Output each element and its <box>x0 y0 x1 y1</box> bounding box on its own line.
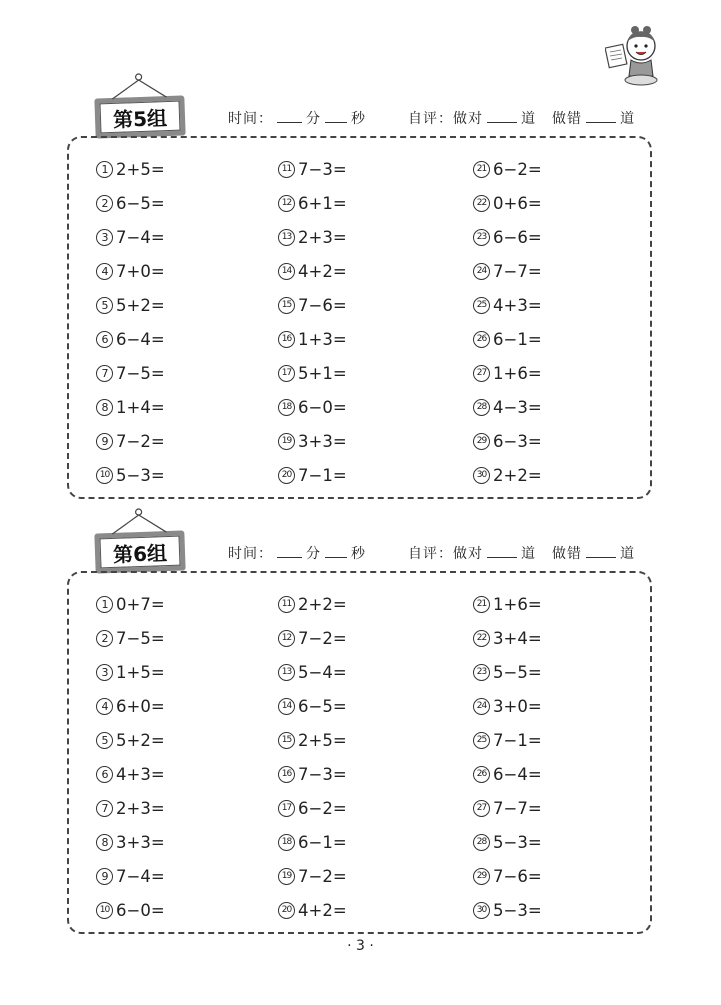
minute-label: 分 <box>306 111 321 127</box>
problem-number: 23 <box>473 664 490 681</box>
math-problem <box>278 663 347 682</box>
problem-expression: 4+3= <box>493 296 542 315</box>
answer-blank[interactable] <box>277 545 302 558</box>
problem-expression: 5+1= <box>298 364 347 383</box>
problem-expression: 0+6= <box>493 194 542 213</box>
wrong-label: 做错 <box>552 111 582 127</box>
math-problem <box>278 330 347 349</box>
time-label: 时间： <box>228 546 273 562</box>
problem-number: 19 <box>278 433 295 450</box>
problem-expression: 6−5= <box>116 194 165 213</box>
problem-number: 9 <box>96 433 113 450</box>
group-title-sign <box>94 95 185 138</box>
math-problem <box>96 296 165 315</box>
problem-expression: 6−6= <box>493 228 542 247</box>
group-title-sign <box>94 530 185 573</box>
problem-expression: 2+5= <box>298 731 347 750</box>
math-problem <box>278 697 347 716</box>
problem-expression: 5+2= <box>116 731 165 750</box>
correct-count-unit: 道 <box>521 546 536 562</box>
math-problem <box>473 160 542 179</box>
math-problem <box>96 160 165 179</box>
problem-number: 21 <box>473 161 490 178</box>
problem-number: 5 <box>96 297 113 314</box>
problem-expression: 6−1= <box>298 833 347 852</box>
problem-number: 25 <box>473 297 490 314</box>
problem-number: 19 <box>278 868 295 885</box>
problem-number: 28 <box>473 399 490 416</box>
group-title: 第5组 <box>100 101 181 134</box>
math-problem <box>473 731 542 750</box>
problem-number: 30 <box>473 467 490 484</box>
math-problem <box>96 799 165 818</box>
problem-expression: 7−6= <box>298 296 347 315</box>
math-problem <box>96 330 165 349</box>
problem-expression: 6−0= <box>298 398 347 417</box>
problem-number: 11 <box>278 161 295 178</box>
problem-expression: 7−7= <box>493 799 542 818</box>
problem-expression: 1+4= <box>116 398 165 417</box>
answer-blank[interactable] <box>586 110 616 123</box>
problem-expression: 6+1= <box>298 194 347 213</box>
math-problem <box>278 799 347 818</box>
problem-number: 23 <box>473 229 490 246</box>
second-label: 秒 <box>351 546 366 562</box>
problem-number: 28 <box>473 834 490 851</box>
problem-number: 14 <box>278 698 295 715</box>
math-problem <box>96 765 165 784</box>
problem-number: 3 <box>96 664 113 681</box>
problem-expression: 2+2= <box>298 595 347 614</box>
math-problem <box>96 398 165 417</box>
math-problem <box>278 364 347 383</box>
problem-expression: 1+5= <box>116 663 165 682</box>
math-problem <box>278 296 347 315</box>
problem-number: 22 <box>473 630 490 647</box>
problem-number: 4 <box>96 698 113 715</box>
second-label: 秒 <box>351 111 366 127</box>
math-problem <box>96 867 165 886</box>
problem-expression: 3+3= <box>298 432 347 451</box>
problem-expression: 6−4= <box>493 765 542 784</box>
math-problem <box>473 595 542 614</box>
answer-blank[interactable] <box>586 545 616 558</box>
math-problem <box>473 194 542 213</box>
math-problem <box>473 330 542 349</box>
math-problem <box>278 595 347 614</box>
problem-expression: 3+0= <box>493 697 542 716</box>
problem-expression: 7−4= <box>116 228 165 247</box>
problem-number: 13 <box>278 664 295 681</box>
answer-blank[interactable] <box>325 545 347 558</box>
problem-expression: 7−7= <box>493 262 542 281</box>
math-problem <box>278 867 347 886</box>
problem-number: 6 <box>96 331 113 348</box>
wrong-count-unit: 道 <box>620 111 635 127</box>
problem-number: 13 <box>278 229 295 246</box>
group-title: 第6组 <box>100 536 181 569</box>
problem-expression: 2+2= <box>493 466 542 485</box>
problem-expression: 7−5= <box>116 629 165 648</box>
problem-number: 18 <box>278 834 295 851</box>
math-problem <box>473 663 542 682</box>
problem-expression: 7−2= <box>298 867 347 886</box>
correct-count-unit: 道 <box>521 111 536 127</box>
problem-number: 26 <box>473 331 490 348</box>
problem-expression: 0+7= <box>116 595 165 614</box>
problem-expression: 7−4= <box>116 867 165 886</box>
math-problem <box>278 629 347 648</box>
problem-expression: 6−5= <box>298 697 347 716</box>
problem-number: 20 <box>278 902 295 919</box>
minute-label: 分 <box>306 546 321 562</box>
problem-expression: 6−4= <box>116 330 165 349</box>
problem-number: 14 <box>278 263 295 280</box>
problem-expression: 1+6= <box>493 364 542 383</box>
problem-expression: 4+2= <box>298 262 347 281</box>
problem-expression: 5−3= <box>116 466 165 485</box>
math-problem <box>278 765 347 784</box>
problem-number: 21 <box>473 596 490 613</box>
cartoon-girl-icon <box>605 24 665 88</box>
problem-number: 11 <box>278 596 295 613</box>
math-problem <box>473 799 542 818</box>
problem-number: 6 <box>96 766 113 783</box>
problem-expression: 3+3= <box>116 833 165 852</box>
math-problem <box>278 398 347 417</box>
math-problem <box>278 432 347 451</box>
math-problem <box>96 364 165 383</box>
problem-expression: 6−2= <box>493 160 542 179</box>
problem-expression: 7+0= <box>116 262 165 281</box>
problem-expression: 4+3= <box>116 765 165 784</box>
math-problem <box>473 629 542 648</box>
problem-number: 9 <box>96 868 113 885</box>
problem-number: 4 <box>96 263 113 280</box>
problem-number: 30 <box>473 902 490 919</box>
problem-number: 16 <box>278 766 295 783</box>
hanger-icon <box>93 506 184 535</box>
math-problem <box>96 697 165 716</box>
problem-number: 8 <box>96 834 113 851</box>
problem-expression: 5+2= <box>116 296 165 315</box>
problem-expression: 7−3= <box>298 765 347 784</box>
math-problem <box>473 867 542 886</box>
problem-number: 15 <box>278 732 295 749</box>
problem-number: 12 <box>278 195 295 212</box>
problem-number: 22 <box>473 195 490 212</box>
math-problem <box>96 595 165 614</box>
problem-number: 17 <box>278 800 295 817</box>
problem-number: 24 <box>473 698 490 715</box>
math-problem <box>96 194 165 213</box>
math-problem <box>96 901 165 920</box>
hanger-icon <box>93 71 184 100</box>
problem-expression: 2+3= <box>116 799 165 818</box>
problem-expression: 5−3= <box>493 833 542 852</box>
problem-number: 7 <box>96 800 113 817</box>
math-problem <box>96 228 165 247</box>
answer-blank[interactable] <box>325 110 347 123</box>
math-problem <box>473 398 542 417</box>
math-problem <box>473 697 542 716</box>
problem-number: 5 <box>96 732 113 749</box>
problem-expression: 7−1= <box>298 466 347 485</box>
math-problem <box>473 296 542 315</box>
problem-number: 12 <box>278 630 295 647</box>
math-problem <box>96 663 165 682</box>
problem-number: 1 <box>96 161 113 178</box>
problem-expression: 5−5= <box>493 663 542 682</box>
problem-number: 8 <box>96 399 113 416</box>
problem-number: 15 <box>278 297 295 314</box>
problem-expression: 7−5= <box>116 364 165 383</box>
problem-number: 7 <box>96 365 113 382</box>
problem-expression: 4−3= <box>493 398 542 417</box>
problem-number: 3 <box>96 229 113 246</box>
problem-expression: 7−3= <box>298 160 347 179</box>
problem-number: 2 <box>96 195 113 212</box>
problem-number: 10 <box>96 467 113 484</box>
wrong-count-unit: 道 <box>620 546 635 562</box>
math-problem <box>96 629 165 648</box>
math-problem <box>278 228 347 247</box>
problem-number: 10 <box>96 902 113 919</box>
timing-and-self-evaluation <box>228 108 635 128</box>
problem-expression: 6+0= <box>116 697 165 716</box>
problem-expression: 7−1= <box>493 731 542 750</box>
problem-expression: 7−2= <box>298 629 347 648</box>
math-problem <box>96 466 165 485</box>
math-problem <box>473 466 542 485</box>
answer-blank[interactable] <box>487 110 517 123</box>
problem-expression: 6−3= <box>493 432 542 451</box>
timing-and-self-evaluation <box>228 543 635 563</box>
self-eval-label: 自评：做对 <box>408 111 483 127</box>
problem-number: 25 <box>473 732 490 749</box>
problem-expression: 3+4= <box>493 629 542 648</box>
wrong-label: 做错 <box>552 546 582 562</box>
math-problem <box>278 731 347 750</box>
problem-number: 16 <box>278 331 295 348</box>
problem-number: 2 <box>96 630 113 647</box>
answer-blank[interactable] <box>277 110 302 123</box>
problem-number: 24 <box>473 263 490 280</box>
time-label: 时间： <box>228 111 273 127</box>
problem-expression: 6−1= <box>493 330 542 349</box>
problem-expression: 5−4= <box>298 663 347 682</box>
math-problem <box>278 262 347 281</box>
math-problem <box>473 364 542 383</box>
problem-expression: 5−3= <box>493 901 542 920</box>
problem-expression: 1+6= <box>493 595 542 614</box>
problem-number: 29 <box>473 868 490 885</box>
math-problem <box>473 432 542 451</box>
math-problem <box>473 765 542 784</box>
problem-expression: 7−2= <box>116 432 165 451</box>
math-problem <box>96 833 165 852</box>
problem-number: 20 <box>278 467 295 484</box>
math-problem <box>96 731 165 750</box>
problem-number: 26 <box>473 766 490 783</box>
problem-expression: 2+5= <box>116 160 165 179</box>
answer-blank[interactable] <box>487 545 517 558</box>
math-problem <box>473 833 542 852</box>
problem-number: 27 <box>473 800 490 817</box>
problem-expression: 6−0= <box>116 901 165 920</box>
math-problem <box>473 901 542 920</box>
problem-expression: 7−6= <box>493 867 542 886</box>
problem-number: 29 <box>473 433 490 450</box>
problem-expression: 1+3= <box>298 330 347 349</box>
math-problem <box>278 833 347 852</box>
page-number: · 3 · <box>347 938 374 954</box>
math-problem <box>278 160 347 179</box>
math-problem <box>473 228 542 247</box>
math-problem <box>278 901 347 920</box>
problem-number: 18 <box>278 399 295 416</box>
self-eval-label: 自评：做对 <box>408 546 483 562</box>
math-problem <box>278 466 347 485</box>
problem-number: 27 <box>473 365 490 382</box>
problem-expression: 2+3= <box>298 228 347 247</box>
math-problem <box>278 194 347 213</box>
problem-number: 1 <box>96 596 113 613</box>
math-problem <box>473 262 542 281</box>
math-problem <box>96 262 165 281</box>
math-problem <box>96 432 165 451</box>
problem-number: 17 <box>278 365 295 382</box>
problem-expression: 4+2= <box>298 901 347 920</box>
problem-expression: 6−2= <box>298 799 347 818</box>
